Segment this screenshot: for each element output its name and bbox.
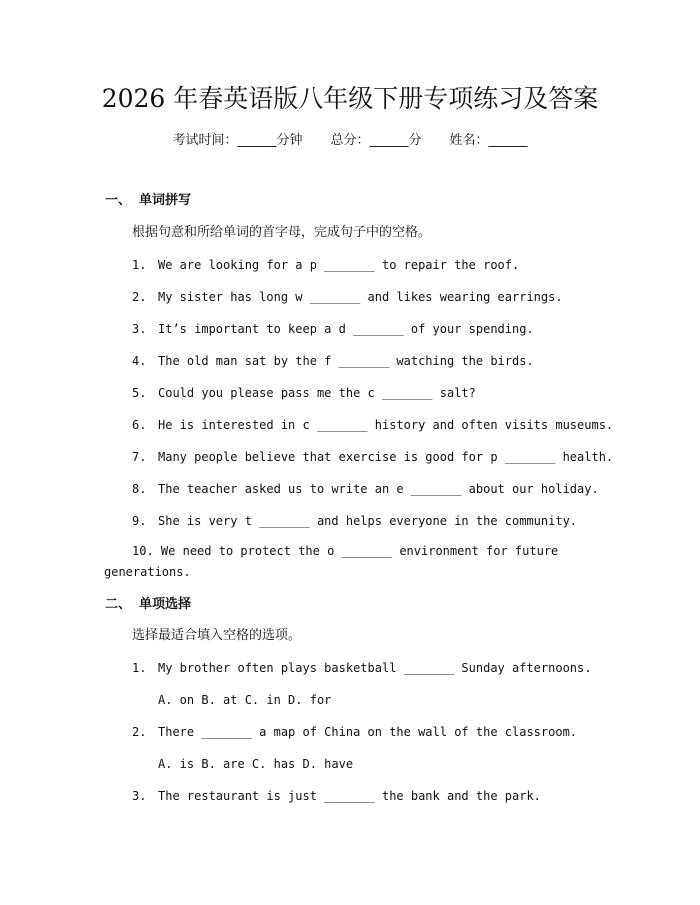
question-number: 10. — [132, 544, 154, 558]
question-item — [132, 416, 614, 434]
question-item — [132, 448, 614, 466]
question-item — [132, 723, 602, 741]
question-text: Could you please pass me the c _______ salt? — [158, 386, 476, 400]
question-text: He is interested in c _______ history and often visits museums. — [158, 418, 614, 432]
answer-options: A. is B. are C. has D. have — [158, 757, 354, 771]
question-number: 1. — [132, 661, 147, 675]
section-title: 单词拼写 — [139, 193, 192, 208]
question-text: The restaurant is just _______ the bank and the park. — [158, 789, 541, 803]
question-number: 7. — [132, 450, 147, 464]
section-instruction-1: 根据句意和所给单词的首字母，完成句子中的空格。 — [132, 225, 432, 240]
question-item — [104, 541, 604, 583]
question-text: It’s important to keep a d _______ of your spending. — [158, 322, 534, 336]
question-number: 2. — [132, 725, 147, 739]
question-number: 2. — [132, 290, 147, 304]
question-text: My brother often plays basketball _______ Sunday afternoons. — [158, 661, 592, 675]
question-item — [132, 512, 602, 530]
question-item — [132, 787, 602, 805]
page-title: 2026 年春英语版八年级下册专项练习及答案 — [101, 84, 599, 113]
section-heading-2 — [105, 596, 191, 614]
question-number: 3. — [132, 322, 147, 336]
section-instruction-2: 选择最适合填入空格的选项。 — [132, 628, 302, 643]
exam-meta — [0, 132, 700, 150]
question-number: 9. — [132, 514, 147, 528]
name-field: 姓名：______ — [449, 133, 528, 148]
section-number: 一、 — [105, 193, 132, 208]
question-number: 6. — [132, 418, 147, 432]
question-number: 8. — [132, 482, 147, 496]
question-item — [132, 320, 602, 338]
time-field: 考试时间：______分钟 — [172, 133, 303, 148]
question-number: 1. — [132, 258, 147, 272]
section-title: 单项选择 — [139, 597, 192, 612]
score-field: 总分：______分 — [330, 133, 422, 148]
question-text: The old man sat by the f _______ watching the birds. — [158, 354, 534, 368]
question-text: Many people believe that exercise is good for p _______ health. — [158, 450, 614, 464]
question-text: The teacher asked us to write an e _______ about our holiday. — [158, 482, 599, 496]
question-number: 3. — [132, 789, 147, 803]
question-item — [132, 384, 602, 402]
question-number: 4. — [132, 354, 147, 368]
question-item — [132, 288, 602, 306]
question-text: There _______ a map of China on the wall of the classroom. — [158, 725, 578, 739]
question-text: My sister has long w _______ and likes wearing earrings. — [158, 290, 563, 304]
question-number: 5. — [132, 386, 147, 400]
answer-options: A. on B. at C. in D. for — [158, 693, 332, 707]
question-text: We need to protect the o _______ environment for future generations. — [104, 544, 559, 579]
question-text: She is very t _______ and helps everyone in the community. — [158, 514, 578, 528]
question-item — [132, 480, 602, 498]
section-number: 二、 — [105, 597, 132, 612]
question-item — [132, 256, 602, 274]
question-item — [132, 352, 602, 370]
section-heading-1 — [105, 192, 191, 210]
question-item — [132, 659, 602, 677]
question-text: We are looking for a p _______ to repair the roof. — [158, 258, 520, 272]
